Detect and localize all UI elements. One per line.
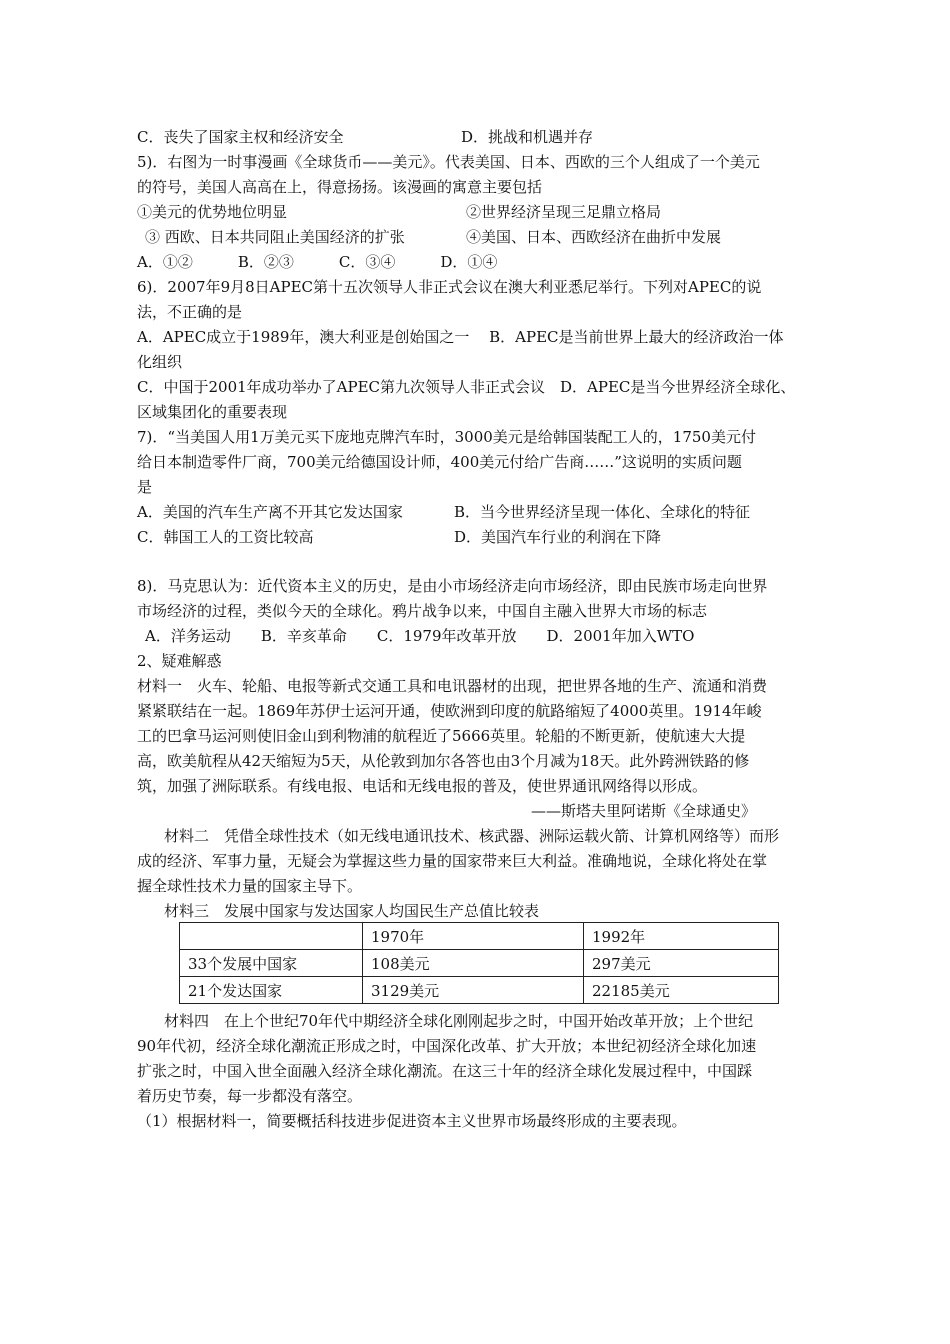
q7-stem-line-1: 7)．“当美国人用1万美元买下庞地克牌汽车时，3000美元是给韩国装配工人的，1750美元付 <box>137 428 756 446</box>
table-header-cell: 1992年 <box>584 923 779 950</box>
material-1-line-5: 筑，加强了洲际联系。有线电报、电话和无线电报的普及，使世界通讯网络得以形成。 <box>137 777 708 795</box>
q7-stem-line-3: 是 <box>137 478 153 496</box>
q5-item-1: ①美元的优势地位明显 <box>137 203 288 221</box>
q6-option-ab: A．APEC成立于1989年，澳大利亚是创始国之一 B．APEC是当前世界上最大的经济政治一体 <box>137 328 784 346</box>
material-2-line-3: 握全球性技术力量的国家主导下。 <box>137 877 363 895</box>
table-cell: 297美元 <box>584 950 779 977</box>
table-cell: 22185美元 <box>584 977 779 1004</box>
material-1-line-2: 紧紧联结在一起。1869年苏伊士运河开通，使欧洲到印度的航路缩短了4000英里。1914年峻 <box>137 702 762 720</box>
material-4-line-2: 90年代初，经济全球化潮流正形成之时，中国深化改革、扩大开放；本世纪初经济全球化加速 <box>137 1037 757 1055</box>
table-cell: 108美元 <box>363 950 584 977</box>
q5-item-2: ②世界经济呈现三足鼎立格局 <box>466 203 662 221</box>
q8-stem-line-2: 市场经济的过程，类似今天的全球化。鸦片战争以来，中国自主融入世界大市场的标志 <box>137 602 708 620</box>
table-cell: 21个发达国家 <box>180 977 363 1004</box>
sub-question-1: （1）根据材料一，简要概括科技进步促进资本主义世界市场最终形成的主要表现。 <box>137 1112 687 1130</box>
q4-option-c: C．丧失了国家主权和经济安全 <box>137 128 344 146</box>
material-1-line-3: 工的巴拿马运河则使旧金山到利物浦的航程近了5666英里。轮船的不断更新，使航速大大提 <box>137 727 746 745</box>
table-row <box>180 950 779 977</box>
q5-item-4: ④美国、日本、西欧经济在曲折中发展 <box>466 228 722 246</box>
q7-option-a: A．美国的汽车生产离不开其它发达国家 <box>137 503 403 521</box>
table-header-cell <box>180 923 363 950</box>
q6-option-b-cont: 化组织 <box>137 353 183 371</box>
q5-item-3: ③ 西欧、日本共同阻止美国经济的扩张 <box>145 228 405 246</box>
q6-stem-line-1: 6)．2007年9月8日APEC第十五次领导人非正式会议在澳大利亚悉尼举行。下列对APEC的说 <box>137 278 762 296</box>
table-header-row <box>180 923 779 950</box>
q8-options: A．洋务运动 B．辛亥革命 C．1979年改革开放 D．2001年加入WTO <box>145 627 695 645</box>
material-1-line-4: 高，欧美航程从42天缩短为5天，从伦敦到加尔各答也由3个月减为18天。此外跨洲铁路的修 <box>137 752 750 770</box>
table-cell: 33个发展中国家 <box>180 950 363 977</box>
table-header-cell: 1970年 <box>363 923 584 950</box>
q5-stem-line-2: 的符号，美国人高高在上，得意扬扬。该漫画的寓意主要包括 <box>137 178 543 196</box>
q6-option-d-cont: 区域集团化的重要表现 <box>137 403 288 421</box>
q8-stem-line-1: 8)．马克思认为：近代资本主义的历史，是由小市场经济走向市场经济，即由民族市场走向世界 <box>137 577 768 595</box>
material-4-line-1: 材料四 在上个世纪70年代中期经济全球化刚刚起步之时，中国开始改革开放；上个世纪 <box>164 1012 754 1030</box>
q6-option-cd: C．中国于2001年成功举办了APEC第九次领导人非正式会议 D．APEC是当今世界经济全球化、 <box>137 378 796 396</box>
gnp-comparison-table <box>179 922 779 1004</box>
table-cell: 3129美元 <box>363 977 584 1004</box>
q7-option-c: C．韩国工人的工资比较高 <box>137 528 314 546</box>
section-heading: 2、疑难解惑 <box>137 652 222 670</box>
material-2-line-2: 成的经济、军事力量，无疑会为掌握这些力量的国家带来巨大利益。准确地说，全球化将处在掌 <box>137 852 768 870</box>
material-3-title: 材料三 发展中国家与发达国家人均国民生产总值比较表 <box>164 902 540 920</box>
q7-option-b: B．当今世界经济呈现一体化、全球化的特征 <box>454 503 751 521</box>
q5-stem-line-1: 5)．右图为一时事漫画《全球货币——美元》。代表美国、日本、西欧的三个人组成了一个美元 <box>137 153 760 171</box>
q6-stem-line-2: 法，不正确的是 <box>137 303 243 321</box>
q7-stem-line-2: 给日本制造零件厂商，700美元给德国设计师，400美元付给广告商……”这说明的实质问题 <box>137 453 742 471</box>
material-2-line-1: 材料二 凭借全球性技术（如无线电通讯技术、核武器、洲际运载火箭、计算机网络等）而形 <box>164 827 780 845</box>
q7-option-d: D．美国汽车行业的利润在下降 <box>454 528 662 546</box>
material-4-line-4: 着历史节奏，每一步都没有落空。 <box>137 1087 363 1105</box>
material-1-line-1: 材料一 火车、轮船、电报等新式交通工具和电讯器材的出现，把世界各地的生产、流通和消费 <box>137 677 768 695</box>
material-1-source: ——斯塔夫里阿诺斯《全球通史》 <box>531 802 757 820</box>
q5-options: A．①② B．②③ C．③④ D．①④ <box>137 253 498 271</box>
q4-option-d: D．挑战和机遇并存 <box>461 128 594 146</box>
table-row <box>180 977 779 1004</box>
material-4-line-3: 扩张之时，中国入世全面融入经济全球化潮流。在这三十年的经济全球化发展过程中，中国踩 <box>137 1062 753 1080</box>
